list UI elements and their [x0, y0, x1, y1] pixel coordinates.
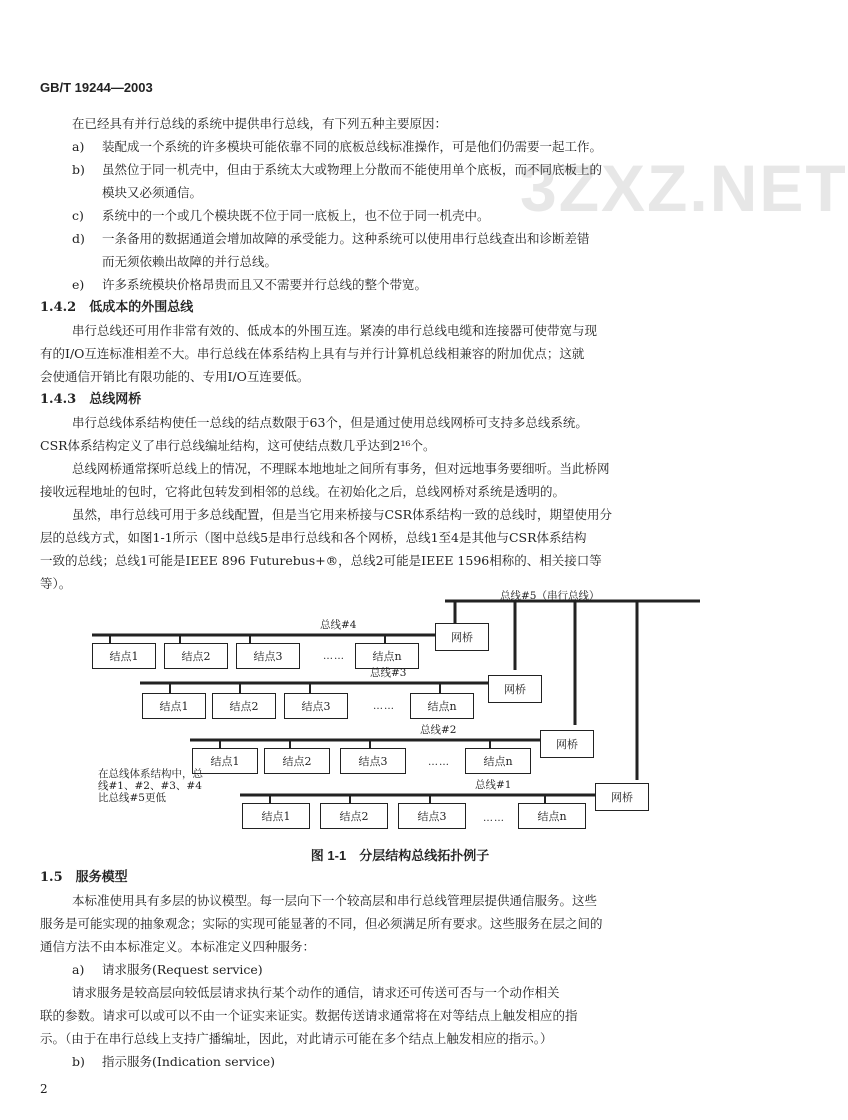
bus-3-label: 总线#3: [370, 667, 407, 679]
bridge-box-2: 网桥: [488, 675, 542, 703]
list-marker-service-a: a): [72, 962, 85, 977]
bus-4-label: 总线#4: [320, 619, 357, 631]
bus-3-node-2: 结点2: [212, 693, 276, 719]
bus-3-node-3: 结点3: [284, 693, 348, 719]
bus-1-ellipsis: ……: [483, 813, 505, 824]
bus-1-node-n: 结点n: [518, 803, 586, 829]
bus-2-label: 总线#2: [420, 724, 457, 736]
bus-4-node-n: 结点n: [355, 643, 419, 669]
paragraph-143-line3: 总线网桥通常探听总线上的情况，不理睬本地地址之间所有事务，但对远地事务要细听。当此桥网: [72, 461, 610, 476]
bus-3-ellipsis: ……: [373, 701, 395, 712]
bus-4-node-2: 结点2: [164, 643, 228, 669]
paragraph-15-line3: 通信方法不由本标准定义。本标准定义四种服务：: [40, 939, 316, 954]
paragraph-15-line1: 本标准使用具有多层的协议模型。每一层向下一个较高层和串行总线管理层提供通信服务。这些: [72, 893, 598, 908]
paragraph-143-line2: CSR体系结构定义了串行总线编址结构，这可使结点数几乎达到2¹⁶个。: [40, 438, 436, 453]
service-b-title: 指示服务(Indication service): [102, 1054, 276, 1069]
paragraph-15-line2: 服务是可能实现的抽象观念；实际的实现可能显著的不同，但必须满足所有要求。这些服务在层之间的: [40, 916, 603, 931]
section-heading-1-4-2: 1.4.2 低成本的外围总线: [40, 300, 194, 315]
bus-2-node-3: 结点3: [340, 748, 406, 774]
section-heading-1-4-3: 1.4.3 总线网桥: [40, 392, 142, 407]
service-a-line1: 请求服务是较高层向较低层请求执行某个动作的通信，请求还可传送可否与一个动作相关: [72, 985, 560, 1000]
list-marker-d: d): [72, 231, 85, 246]
figure-caption: 图 1-1 分层结构总线拓扑例子: [310, 848, 490, 863]
list-marker-b: b): [72, 162, 85, 177]
list-item-d-line1: 一条备用的数据通道会增加故障的承受能力。这种系统可以使用串行总线查出和诊断差错: [102, 231, 590, 246]
list-marker-a: a): [72, 139, 85, 154]
paragraph-143-line5: 虽然，串行总线可用于多总线配置，但是当它用来桥接与CSR体系结构一致的总线时，期望使用分: [72, 507, 613, 522]
bus-3-node-n: 结点n: [410, 693, 474, 719]
bus-4-ellipsis: ……: [323, 651, 345, 662]
paragraph-143-line7: 一致的总线；总线1可能是IEEE 896 Futurebus+®，总线2可能是IEEE 1596相称的、相关接口等: [40, 553, 602, 568]
list-item-d-line2: 而无须依赖出故障的并行总线。: [102, 254, 278, 269]
serial-bus-label: 总线#5（串行总线）: [500, 590, 600, 602]
bus-2-ellipsis: ……: [428, 757, 450, 768]
figure-note: 在总线体系结构中，总线#1、#2、#3、#4比总线#5更低: [98, 768, 203, 804]
service-a-line2: 联的参数。请求可以或可以不由一个证实来证实。数据传送请求通常将在对等结点上触发相应的指: [40, 1008, 578, 1023]
list-marker-c: c): [72, 208, 84, 223]
list-marker-e: e): [72, 277, 85, 292]
bus-4-node-1: 结点1: [92, 643, 156, 669]
list-item-b-line1: 虽然位于同一机壳中，但由于系统太大或物理上分散而不能使用单个底板，而不同底板上的: [102, 162, 603, 177]
list-item-e: 许多系统模块价格昂贵而且又不需要并行总线的整个带宽。: [102, 277, 428, 292]
paragraph-142-line3: 会使通信开销比有限功能的、专用I/O互连要低。: [40, 369, 310, 384]
bus-1-node-3: 结点3: [398, 803, 466, 829]
bus-2-node-2: 结点2: [264, 748, 330, 774]
bus-2-node-1: 结点1: [192, 748, 258, 774]
page-number: 2: [40, 1082, 48, 1096]
bus-4-node-3: 结点3: [236, 643, 300, 669]
list-marker-service-b: b): [72, 1054, 85, 1069]
paragraph-142-line1: 串行总线还可用作非常有效的、低成本的外围互连。紧凑的串行总线电缆和连接器可使带宽与现: [72, 323, 598, 338]
paragraph-143-line1: 串行总线体系结构使任一总线的结点数限于63个，但是通过使用总线网桥可支持多总线系统。: [72, 415, 588, 430]
bridge-box-1: 网桥: [435, 623, 489, 651]
watermark: 3ZXZ.NET: [520, 151, 848, 225]
section-heading-1-5: 1.5 服务模型: [40, 870, 128, 885]
paragraph-143-line4: 接收远程地址的包时，它将此包转发到相邻的总线。在初始化之后，总线网桥对系统是透明的。: [40, 484, 566, 499]
bus-1-node-2: 结点2: [320, 803, 388, 829]
bus-2-node-n: 结点n: [465, 748, 531, 774]
intro-paragraph: 在已经具有并行总线的系统中提供串行总线，有下列五种主要原因：: [72, 116, 448, 131]
list-item-b-line2: 模块又必须通信。: [102, 185, 203, 200]
bus-3-node-1: 结点1: [142, 693, 206, 719]
bus-1-node-1: 结点1: [242, 803, 310, 829]
paragraph-142-line2: 有的I/O互连标准相差不大。串行总线在体系结构上具有与并行计算机总线相兼容的附加优点；这就: [40, 346, 585, 361]
bridge-box-3: 网桥: [540, 730, 594, 758]
bridge-box-4: 网桥: [595, 783, 649, 811]
service-a-title: 请求服务(Request service): [102, 962, 263, 977]
bus-1-label: 总线#1: [475, 779, 512, 791]
list-item-a: 装配成一个系统的许多模块可能依靠不同的底板总线标准操作，可是他们仍需要一起工作。: [102, 139, 603, 154]
list-item-c: 系统中的一个或几个模块既不位于同一底板上，也不位于同一机壳中。: [102, 208, 490, 223]
service-a-line3: 示。（由于在串行总线上支持广播编址，因此，对此请示可能在多个结点上触发相应的指示。）: [40, 1031, 553, 1046]
standard-number: GB/T 19244—2003: [40, 80, 153, 95]
paragraph-143-line6: 层的总线方式，如图1-1所示（图中总线5是串行总线和各个网桥，总线1至4是其他与CSR体系结构: [40, 530, 587, 545]
paragraph-143-line8: 等）。: [40, 576, 72, 591]
